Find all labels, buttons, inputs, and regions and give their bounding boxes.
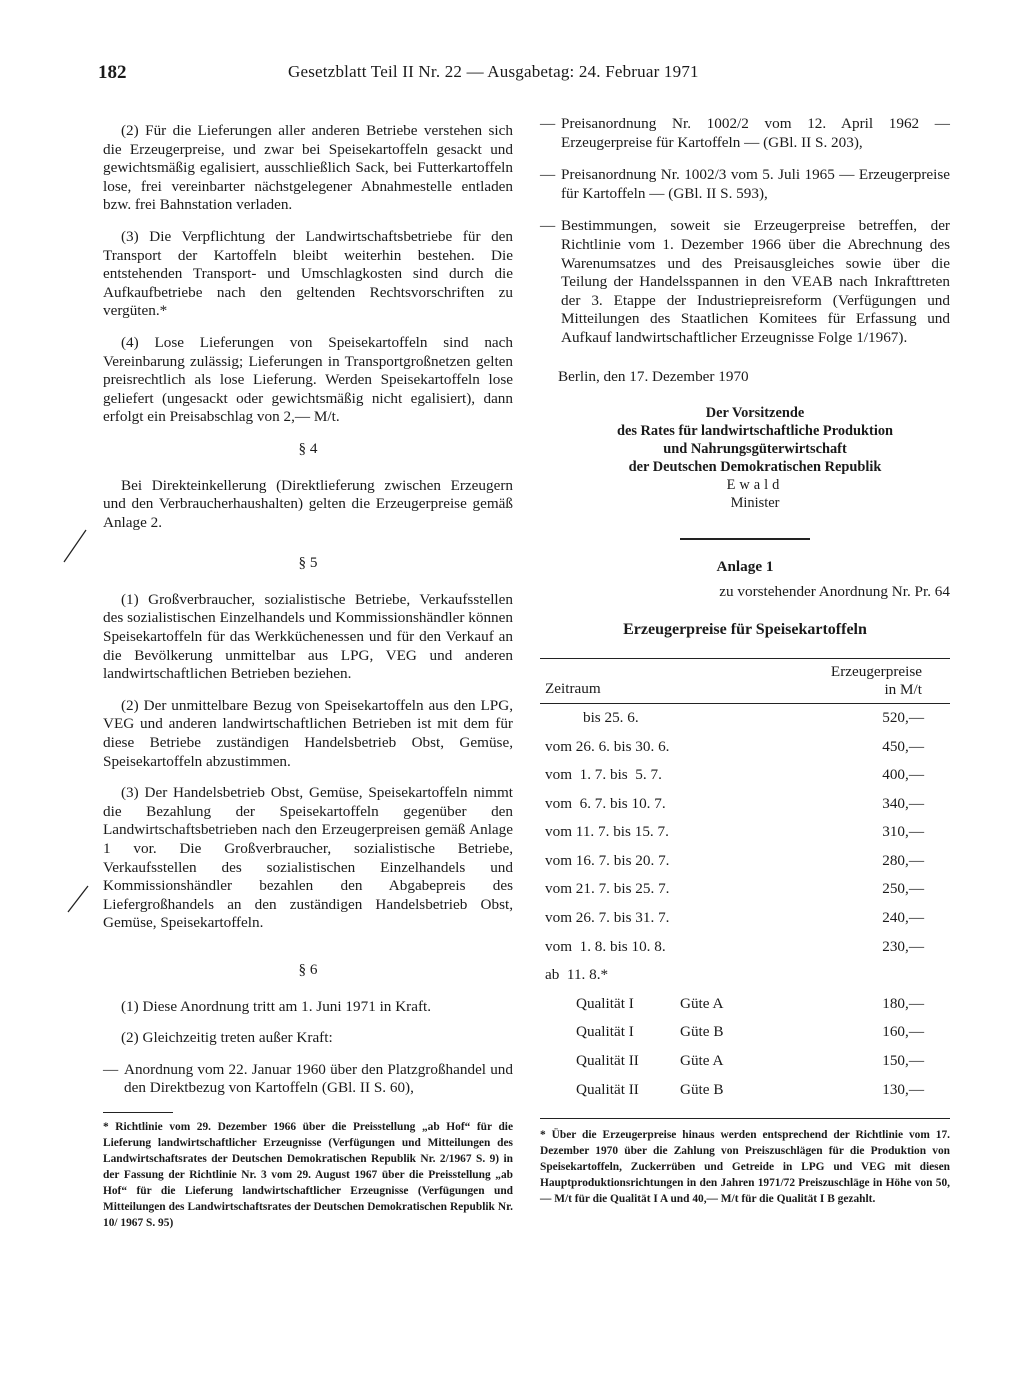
annex-title: Anlage 1: [716, 558, 774, 576]
section-4-heading: § 4: [298, 439, 318, 457]
signature-line-3: und Nahrungsgüterwirtschaft: [663, 441, 847, 458]
price-cell: 310,—: [882, 823, 924, 841]
header-title: Gesetzblatt Teil II Nr. 22 — Ausgabetag: 24. Februar 1971: [288, 62, 699, 81]
section-4-text: Bei Direkteinkellerung (Direktlieferung zwischen Erzeugern und den Verbraucherhaushalten) gelten die Erzeugerpreise gemäß Anlage 2.: [103, 476, 513, 531]
period-cell: vom 1. 8. bis 10. 8.: [545, 937, 666, 955]
column-header-price: [680, 658, 950, 703]
dash-marker: —: [540, 217, 556, 235]
price-cell: 450,—: [882, 737, 924, 755]
section-5-heading: § 5: [298, 554, 318, 572]
period-cell: bis 25. 6.: [545, 708, 639, 726]
section-6-paragraph-1: (1) Diese Anordnung tritt am 1. Juni 1971 in Kraft.: [121, 997, 432, 1015]
table-footnote: * Über die Erzeugerpreise hinaus werden entsprechend der Richtlinie vom 17. Dezember 1970 über die Zahlung von Preiszuschlägen für die Produktion von Speisekartoffeln, Zuckerrüben und Getreide in LPG und VEG mit diesen Hauptproduktionsrichtungen in den Jahren 1971/72 Preiszuschläge in Höhe von 50,— M/t für die Qualität I A und 40,— M/t für die Qualität I B gezahlt.: [540, 1118, 950, 1207]
table-row: [540, 1018, 950, 1047]
price-cell: 240,—: [882, 909, 924, 927]
table-row: [540, 1076, 950, 1105]
footnote: * Richtlinie vom 29. Dezember 1966 über die Preisstellung „ab Hof“ für die Lieferung landwirtschaftlicher Erzeugnisse (Verfügungen und Mitteilungen des Landwirtschaftsrates der Deutschen Demokratischen Republik Nr. 2/1967 S. 9) in der Fassung der Richtlinie Nr. 3 vom 29. August 1967 über die Preisstellung „ab Hof“ für die Lieferung landwirtschaftlicher Erzeugnisse (Verfügungen und Mitteilungen des Landwirtschaftsrates der Deutschen Demokratischen Republik Nr. 10/ 1967 S. 95): [103, 1120, 513, 1229]
price-cell: 280,—: [882, 851, 924, 869]
annex-subtitle: zu vorstehender Anordnung Nr. Pr. 64: [719, 582, 950, 600]
repeal-item-2: [540, 115, 950, 152]
table-row: [540, 847, 950, 876]
price-cell: 150,—: [882, 1052, 924, 1070]
period-cell: vom 21. 7. bis 25. 7.: [545, 880, 670, 898]
period-cell: vom 11. 7. bis 15. 7.: [545, 823, 669, 841]
price-cell: 250,—: [882, 880, 924, 898]
period-cell: vom 16. 7. bis 20. 7.: [545, 851, 670, 869]
grade-cell: Güte B: [680, 1023, 724, 1041]
price-cell: 340,—: [882, 794, 924, 812]
table-row: [540, 961, 950, 990]
annex-divider: [680, 538, 810, 540]
repeal-item-text: Preisanordnung Nr. 1002/2 vom 12. April 1962 — Erzeugerpreise für Kartoffeln — (GBl. II S. 203),: [561, 115, 950, 151]
dash-marker: —: [540, 115, 556, 132]
table-row: [540, 818, 950, 847]
table-row: [540, 904, 950, 933]
price-cell: 180,—: [882, 994, 924, 1012]
table-row: [540, 990, 950, 1019]
period-cell: vom 1. 7. bis 5. 7.: [545, 766, 662, 784]
section-5-paragraph-1: (1) Großverbraucher, sozialistische Betriebe, Verkaufsstellen des sozialistischen Einzelhandels und Kommissionshändler können Speisekartoffeln für das Werkküchenessen und für den Verkauf an die Bevölkerung unmittelbar aus LPG, VEG und anderen landwirtschaftlichen Betrieben beziehen.: [103, 590, 513, 683]
table-row: [540, 703, 950, 732]
period-cell: vom 6. 7. bis 10. 7.: [545, 794, 666, 812]
period-cell: vom 26. 7. bis 31. 7.: [545, 909, 670, 927]
section-6-heading: § 6: [298, 960, 318, 978]
signature-name: Ewald: [726, 477, 784, 494]
repeal-item-text: Anordnung vom 22. Januar 1960 über den Platzgroßhandel und den Direktbezug von Kartoffeln (GBl. II S. 60),: [124, 1060, 513, 1097]
table-row: [540, 761, 950, 790]
table-row: [540, 790, 950, 819]
table-row: [540, 875, 950, 904]
repeal-item-text: Bestimmungen, soweit sie Erzeugerpreise betreffen, der Richtlinie vom 1. Dezember 1966 über die Abrechnung des Warenumsatzes und des Preisausgleiches sowie über die Teilung der Handelsspannen in den VEAB nach Inkrafttreten der 3. Etappe der Industriepreisreform (Verfügungen und Mitteilungen des Staatlichen Komitees für Erfassung und Aufkauf landwirtschaftlicher Erzeugnisse Folge 1/1967).: [561, 217, 950, 346]
margin-mark-1: [62, 528, 88, 564]
price-table-title: Erzeugerpreise für Speisekartoffeln: [623, 621, 867, 639]
section-5-paragraph-2: (2) Der unmittelbare Bezug von Speisekartoffeln aus den LPG, VEG und anderen landwirtschaftlichen Betrieben ist mit dem für diese Betriebe zuständigen Handelsbetrieb Obst, Gemüse, Speisekartoffeln abzustimmen.: [103, 696, 513, 770]
column-header-period: Zeitraum: [540, 658, 680, 703]
signature-line-1: Der Vorsitzende: [705, 405, 805, 422]
grade-cell: Güte B: [680, 1080, 724, 1098]
price-table: [540, 658, 950, 1104]
period-cell: vom 26. 6. bis 30. 6.: [545, 737, 670, 755]
signature-line-2: des Rates für landwirtschaftliche Produktion: [616, 423, 894, 440]
signature-title: Minister: [730, 495, 780, 512]
price-cell: 400,—: [882, 766, 924, 784]
page-number: 182: [98, 62, 127, 83]
price-cell: 130,—: [882, 1080, 924, 1098]
repeal-item-text: Preisanordnung Nr. 1002/3 vom 5. Juli 1965 — Erzeugerpreise für Kartoffeln — (GBl. II S. 593),: [561, 166, 950, 202]
repeal-item-4: [540, 217, 950, 347]
grade-cell: Güte A: [680, 994, 724, 1012]
paragraph-3-3: (3) Die Verpflichtung der Landwirtschaftsbetriebe für den Transport der Kartoffeln bleibt weiterhin bestehen. Die entstehenden Transport- und Umschlagkosten sind durch die Aufkaufbetriebe nach den geltenden Rechtsvorschriften zu vergüten.*: [103, 227, 513, 320]
grade-cell: Güte A: [680, 1052, 724, 1070]
signature-line-4: der Deutschen Demokratischen Republik: [628, 459, 882, 476]
signature-block: [560, 404, 950, 512]
section-6-paragraph-2: (2) Gleichzeitig treten außer Kraft:: [121, 1029, 333, 1047]
place-date: Berlin, den 17. Dezember 1970: [558, 367, 749, 385]
paragraph-3-2: (2) Für die Lieferungen aller anderen Betriebe verstehen sich die Erzeugerpreise, und zwar bei Speisekartoffeln gesackt und gewichtsmäßig egalisiert, ausschließlich Sack, bei Futterkartoffeln lose, frei vereinbarter nächstgelegener Abnahmestelle entladen bzw. frei Bahnstation verladen.: [103, 122, 513, 214]
section-5-paragraph-3: (3) Der Handelsbetrieb Obst, Gemüse, Speisekartoffeln nimmt die Bezahlung der Speisekartoffeln gegenüber den Landwirtschaftsbetrieben nach den Erzeugerpreisen gemäß Anlage 1 vor. Die Großverbraucher, sozialistische Betriebe, Verkaufsstellen des sozialistischen Einzelhandels und Kommissionshändler bezahlen den Abgabepreis des Liefergroßhandels an den zuständigen Handelsbetrieb Obst, Gemüse, Speisekartoffeln.: [103, 784, 513, 932]
column-header-price-line-1: Erzeugerpreise: [830, 662, 922, 680]
footnote-divider: [103, 1112, 173, 1113]
quality-cell: Qualität I: [576, 994, 634, 1012]
dash-marker: —: [540, 166, 556, 184]
dash-marker: —: [103, 1060, 119, 1078]
column-header-price-line-2: in M/t: [884, 680, 922, 698]
quality-cell: Qualität II: [576, 1052, 639, 1070]
right-column: [540, 115, 950, 1207]
table-row: [540, 933, 950, 962]
repeal-item-1: [103, 1061, 513, 1098]
from-date-cell: ab 11. 8.*: [545, 966, 609, 984]
paragraph-3-4: (4) Lose Lieferungen von Speisekartoffeln sind nach Vereinbarung zulässig; Lieferungen in Transportgroßnetzen gelten preisrechtlich als lose Lieferung. Werden Speisekartoffeln lose geliefert (ungesackt oder gewichtsmäßig nicht egalisiert), dann erfolgt ein Preisabschlag von 2,— M/t.: [103, 333, 513, 426]
quality-cell: Qualität I: [576, 1023, 634, 1041]
price-cell: 520,—: [882, 708, 924, 726]
quality-cell: Qualität II: [576, 1080, 639, 1098]
table-row: [540, 1047, 950, 1076]
margin-mark-2: [66, 884, 90, 914]
price-cell: 160,—: [882, 1023, 924, 1041]
page-header: [98, 62, 758, 92]
left-column: [103, 122, 513, 1231]
table-row: [540, 733, 950, 762]
repeal-item-3: [540, 166, 950, 203]
price-cell: 230,—: [882, 937, 924, 955]
